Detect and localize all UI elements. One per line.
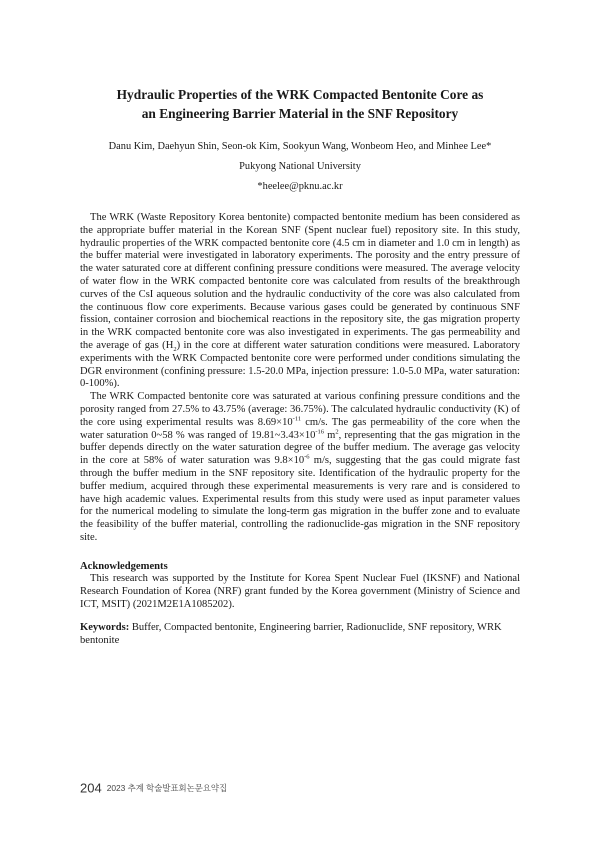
paper-title [60, 86, 540, 123]
abstract [80, 212, 520, 545]
affiliation: Pukyong National University [239, 161, 361, 172]
page-number: 204 [80, 780, 102, 796]
acknowledgements-text: This research was supported by the Institute for Korea Spent Nuclear Fuel (IKSNF) and National Research Foundation of Korea (NRF) grant funded by the Korea government (Ministry of Science and ICT, MSIT) (2021M2E1A1085202). [80, 573, 520, 610]
page-footer [80, 779, 227, 797]
keywords-list: Buffer, Compacted bentonite, Engineering barrier, Radionuclide, SNF repository, WRK bentonite [80, 622, 502, 646]
abstract-paragraph-2: The WRK Compacted bentonite core was saturated at various confining pressure conditions and the porosity ranged from 27.5% to 43.75% (average: 36.75%). The calculated hydraulic conductivity (K) of the core using experimental results was $8.69\times 10^{-11}$ cm/s. The gas permeability of the core when the water saturation 0~58 % was ranged of $19.81\sim 3.43\times 10^{-16}$ $m^2$, representing that the gas migration in the buffer depends directly on the water saturation degree of the buffer medium. The average gas velocity in the core at 58% of water saturation was $9.8\times 10^{-6}$ m/s, suggesting that the gas could migrate fast through the buffer medium in the SNF repository site. Identification of the hydraulic property for the buffer medium, acquired through these experimental measurements is very rare and is considered to have high academic values. Experimental results from this study were used as input parameter values for the numerical modeling to simulate the long-term gas migration in the buffer zone and to evaluate the feasibility of the buffer material, controlling the radionuclide-gas migration in the SNF repository site. [80, 391, 521, 543]
acknowledgements-heading: Acknowledgements [80, 561, 168, 572]
abstract-paragraph-1: The WRK (Waste Repository Korea bentonite) compacted bentonite medium has been considered as the appropriate buffer material in the Korean SNF (Spent nuclear fuel) repository site. In this study, hydraulic properties of the WRK compacted bentonite core (4.5 cm in diameter and 1.0 cm in length) as the buffer material were investigated in laboratory experiments. The porosity and the entry pressure of the water saturated core at different confining pressure conditions were measured. The average velocity of water flow in the WRK compacted bentonite core was calculated from results of the breakthrough curves of the CsI aqueous solution and the hydraulic conductivity of the core was also calculated from the continuous flow core experiments. Because various gases could be generated by continuous SNF fission, container corrosion and biochemical reactions in the repository site, the gas migration property in the WRK compacted bentonite core was also investigated in experiments. The gas permeability and the average of gas $(H_2)$ in the core at different water saturation conditions were measured. Laboratory experiments with the WRK Compacted bentonite core were performed under conditions simulating the DGR environment (confining pressure: 1.5-20.0 MPa, injection pressure: 1.0-5.0 MPa, water saturation: 0-100%). [80, 212, 520, 390]
proceedings-name: 2023 추계 학술발표회논문요약집 [106, 782, 228, 793]
title-line-2: an Engineering Barrier Material in the SNF Repository [141, 105, 459, 121]
author-list: Danu Kim, Daehyun Shin, Seon-ok Kim, Sookyun Wang, Wonbeom Heo, and Minhee Lee* [108, 141, 492, 152]
keywords [80, 622, 520, 648]
keywords-label: Keywords: [80, 622, 130, 633]
title-line-1: Hydraulic Properties of the WRK Compacted Bentonite Core as [116, 87, 484, 102]
contact-email: *heelee@pknu.ac.kr [257, 181, 343, 192]
